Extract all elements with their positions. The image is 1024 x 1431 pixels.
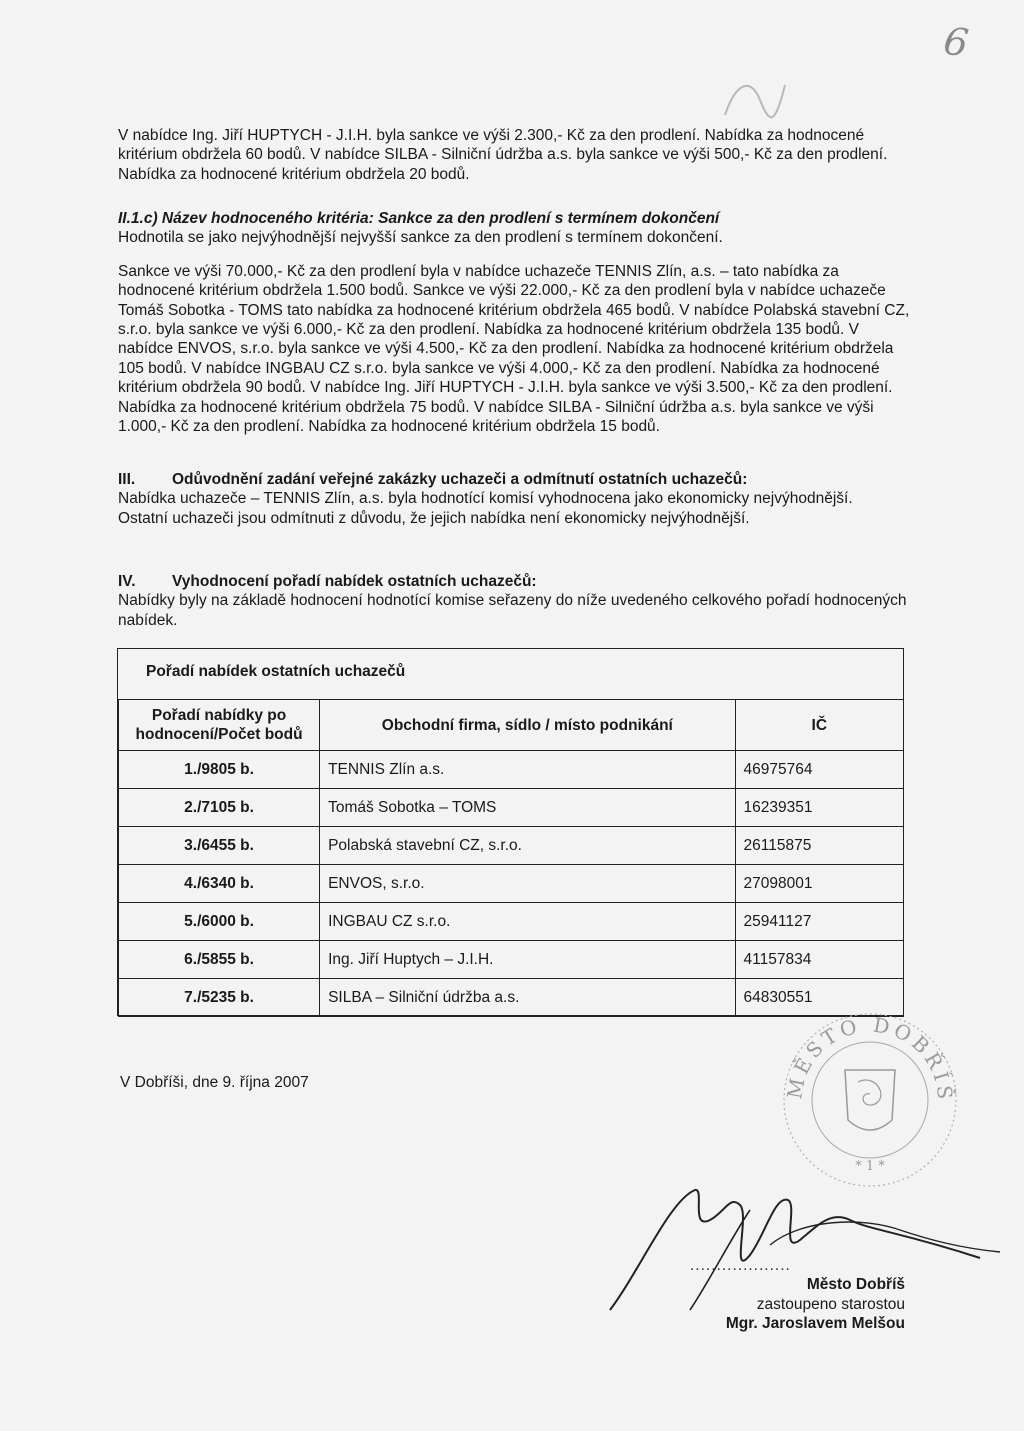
paragraph-previous-criterion: [118, 126, 918, 184]
table-row: [119, 903, 904, 941]
section-title: Vyhodnocení pořadí nabídek ostatních uchazečů:: [172, 573, 537, 590]
signature-block: [690, 1256, 905, 1334]
signer-name: Mgr. Jaroslavem Melšou: [725, 1315, 905, 1333]
cell-firm: Polabská stavební CZ, s.r.o.: [320, 827, 735, 865]
section-line: Ostatní uchazeči jsou odmítnuti z důvodu, že jejich nabídka není ekonomicky nejvýhodnější.: [118, 509, 750, 527]
header-rank: Pořadí nabídky po hodnocení/Počet bodů: [119, 700, 320, 751]
cell-ic: 41157834: [735, 941, 903, 979]
cell-firm: SILBA – Silniční údržba a.s.: [320, 979, 735, 1017]
cell-ic: 46975764: [735, 751, 903, 789]
paragraph-text: V nabídce Ing. Jiří HUPTYCH - J.I.H. byla sankce ve výši 2.300,- Kč za den prodlení. Nabídka za hodnocené kritérium obdržela 60 bodů. V nabídce SILBA - Silniční údržba a.s. byla sankce ve výši 500,- Kč za den prodlení. Nabídka za hodnocené kritérium obdržela 20 bodů.: [118, 127, 888, 183]
section-line: Nabídka uchazeče – TENNIS Zlín, a.s. byla hodnotící komisí vyhodnocena jako ekonomicky nejvýhodnější.: [118, 490, 853, 508]
cell-rank: 5./6000 b.: [119, 903, 320, 941]
section-number: IV.: [118, 573, 136, 590]
section-title: Odůvodnění zadání veřejné zakázky uchazeči a odmítnutí ostatních uchazečů:: [172, 471, 748, 488]
date-line: V Dobříši, dne 9. října 2007: [120, 1074, 309, 1091]
section-number: III.: [118, 471, 136, 488]
signature-line: ...................: [690, 1257, 791, 1274]
section-iv: [118, 572, 918, 630]
cell-rank: 4./6340 b.: [119, 865, 320, 903]
section-intro: Hodnotila se jako nejvýhodnější nejvyšší sankce za den prodlení s termínem dokončení.: [118, 229, 723, 247]
header-ic: IČ: [735, 700, 903, 751]
cell-firm: Ing. Jiří Huptych – J.I.H.: [320, 941, 735, 979]
cell-ic: 16239351: [735, 789, 903, 827]
table-row: [119, 789, 904, 827]
svg-text:* 1 *: * 1 *: [855, 1159, 885, 1174]
cell-ic: 25941127: [735, 903, 903, 941]
header-firm: Obchodní firma, sídlo / místo podnikání: [320, 700, 735, 751]
cell-ic: 64830551: [735, 979, 903, 1017]
ranking-table-box: [117, 648, 904, 1016]
section-body: Sankce ve výši 70.000,- Kč za den prodlení byla v nabídce uchazeče TENNIS Zlín, a.s. – tato nabídka za hodnocené kritérium obdržela 1.500 bodů. Sankce ve výši 22.000,- Kč za den prodlení byla v nabídce uchazeče Tomáš Sobotka - TOMS tato nabídka za hodnocené kritérium obdržela 465 bodů. V nabídce Polabská stavební CZ, s.r.o. byla sankce ve výši 6.000,- Kč za den prodlení. Nabídka za hodnocené kritérium obdržela 135 bodů. V nabídce ENVOS, s.r.o. byla sankce ve výši 4.500,- Kč za den prodlení. Nabídka za hodnocené kritérium obdržela 105 bodů. V nabídce INGBAU CZ s.r.o. byla sankce ve výši 4.000,- Kč za den prodlení. Nabídka za hodnocené kritérium obdržela 90 bodů. V nabídce Ing. Jiří HUPTYCH - J.I.H. byla sankce ve výši 3.500,- Kč za den prodlení. Nabídka za hodnocené kritérium obdržela 75 bodů. V nabídce SILBA - Silniční údržba a.s. byla sankce ve výši 1.000,- Kč za den prodlení. Nabídka za hodnocené kritérium obdržela 15 bodů.: [118, 262, 910, 436]
cell-firm: Tomáš Sobotka – TOMS: [320, 789, 735, 827]
page-number: 6: [941, 18, 972, 66]
cell-firm: TENNIS Zlín a.s.: [320, 751, 735, 789]
table-row: [119, 827, 904, 865]
scan-smudge: [705, 55, 795, 135]
ranking-table: [118, 699, 904, 1017]
section-text: Nabídky byly na základě hodnocení hodnotící komise seřazeny do níže uvedeného celkového pořadí hodnocených nabídek.: [118, 592, 907, 629]
cell-rank: 7./5235 b.: [119, 979, 320, 1017]
cell-rank: 6./5855 b.: [119, 941, 320, 979]
cell-firm: INGBAU CZ s.r.o.: [320, 903, 735, 941]
table-row: [119, 751, 904, 789]
signer-role: zastoupeno starostou: [756, 1295, 905, 1313]
section-iii: [118, 470, 918, 528]
cell-ic: 26115875: [735, 827, 903, 865]
cell-rank: 1./9805 b.: [119, 751, 320, 789]
cell-rank: 3./6455 b.: [119, 827, 320, 865]
signer-org: Město Dobříš: [806, 1276, 905, 1294]
cell-ic: 27098001: [735, 865, 903, 903]
table-row: [119, 865, 904, 903]
cell-firm: ENVOS, s.r.o.: [320, 865, 735, 903]
table-row: [119, 941, 904, 979]
table-caption: Pořadí nabídek ostatních uchazečů: [146, 663, 406, 680]
section-heading: II.1.c) Název hodnoceného kritéria: Sankce za den prodlení s termínem dokončení: [118, 210, 720, 227]
section-ii-1-c: [118, 209, 918, 436]
table-header-row: [119, 700, 904, 751]
cell-rank: 2./7105 b.: [119, 789, 320, 827]
svg-text:MĚSTO DOBŘÍŠ: MĚSTO DOBŘÍŠ: [782, 1012, 958, 1104]
